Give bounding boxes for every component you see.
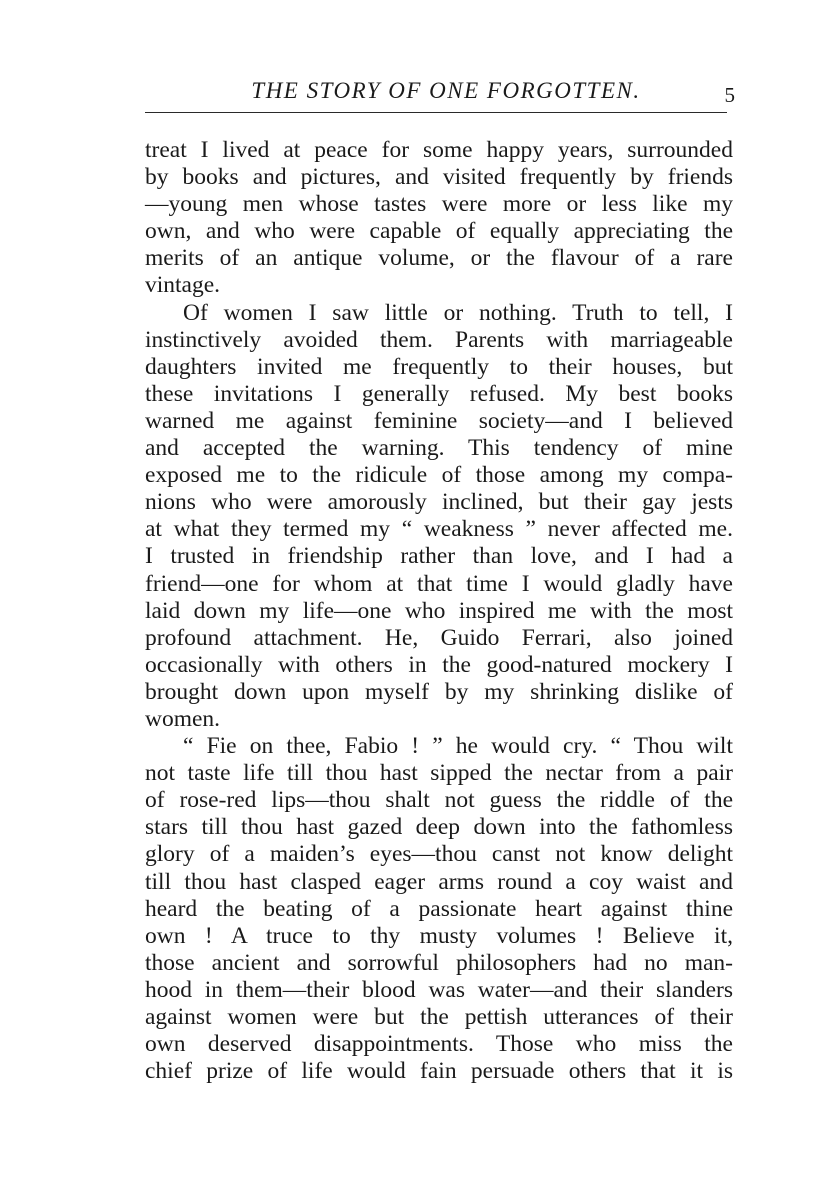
text-line: laid down my life—one who inspired me with the most xyxy=(145,597,733,624)
text-line: by books and pictures, and visited frequently by friends xyxy=(145,164,733,191)
text-line: against women were but the pettish utterances of their xyxy=(145,1004,733,1030)
text-line: own deserved disappointments. Those who miss the xyxy=(145,1031,733,1058)
text-line: glory of a maiden’s eyes—thou canst not know delight xyxy=(145,841,733,868)
page-header xyxy=(145,76,735,106)
text-line: not taste life till thou hast sipped the nectar from a pair xyxy=(145,760,733,787)
text-line: these invitations I generally refused. My best books xyxy=(145,380,733,407)
text-line: heard the beating of a passionate heart against thine xyxy=(145,895,733,922)
text-line: own ! A truce to thy musty volumes ! Believe it, xyxy=(145,922,733,949)
text-line: of rose-red lips—thou shalt not guess the riddle of the xyxy=(145,787,733,814)
text-line: merits of an antique volume, or the flavour of a rare xyxy=(145,245,733,272)
page-number: 5 xyxy=(724,83,735,107)
text-line: instinctively avoided them. Parents with marriageable xyxy=(145,326,733,353)
text-line: till thou hast clasped eager arms round a coy waist and xyxy=(145,868,733,895)
text-line: vintage. xyxy=(145,272,221,299)
text-line: profound attachment. He, Guido Ferrari, also joined xyxy=(145,624,733,651)
text-line: exposed me to the ridicule of those among my compa- xyxy=(145,462,733,489)
text-line: “ Fie on thee, Fabio ! ” he would cry. “ Thou wilt xyxy=(183,733,733,760)
header-rule xyxy=(145,112,727,113)
text-line: stars till thou hast gazed deep down into the fathomless xyxy=(145,814,733,841)
text-line: occasionally with others in the good-natured mockery I xyxy=(145,651,733,678)
text-line: hood in them—their blood was water—and their slanders xyxy=(145,976,733,1003)
text-line: —young men whose tastes were more or less like my xyxy=(145,191,733,218)
text-line: nions who were amorously inclined, but their gay jests xyxy=(145,489,733,516)
text-line: daughters invited me frequently to their houses, but xyxy=(145,353,733,380)
body-text xyxy=(145,137,733,1085)
text-line: chief prize of life would fain persuade others that it is xyxy=(145,1058,733,1085)
text-line: treat I lived at peace for some happy years, surrounded xyxy=(145,137,733,163)
text-line: those ancient and sorrowful philosophers had no man- xyxy=(145,949,733,976)
text-line: at what they termed my “ weakness ” never affected me. xyxy=(145,516,733,543)
text-line: women. xyxy=(145,705,221,732)
text-line: Of women I saw little or nothing. Truth to tell, I xyxy=(183,299,733,326)
text-line: warned me against feminine society—and I believed xyxy=(145,407,733,434)
text-line: friend—one for whom at that time I would gladly have xyxy=(145,570,733,597)
text-line: and accepted the warning. This tendency of mine xyxy=(145,435,733,462)
running-title: THE STORY OF ONE FORGOTTEN. xyxy=(251,78,641,103)
text-line: I trusted in friendship rather than love, and I had a xyxy=(145,543,733,570)
text-line: brought down upon myself by my shrinking dislike of xyxy=(145,678,733,705)
text-line: own, and who were capable of equally appreciating the xyxy=(145,218,733,245)
